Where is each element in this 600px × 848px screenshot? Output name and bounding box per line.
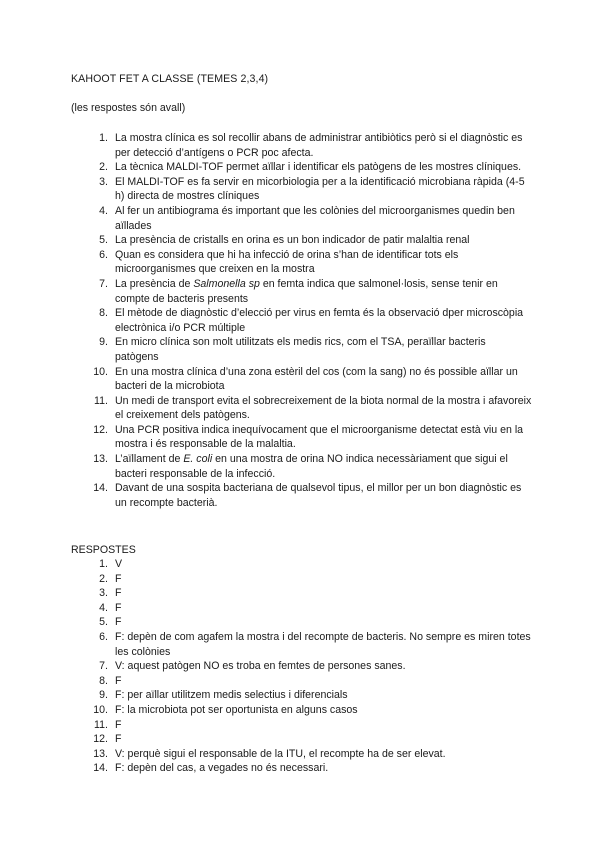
question-text-italic: Salmonella sp [193,277,260,290]
question-item [87,204,532,233]
question-text-post: en una mostra de orina NO indica necessàriament que sigui el bacteri responsable de la infecció. [115,453,508,480]
question-item [87,233,532,248]
question-number: 6. [99,248,108,261]
question-text-pre: L’aïllament de [115,453,184,466]
answer-item [87,601,532,616]
question-number: 9. [99,336,108,349]
question-text [115,452,532,481]
answer-text: F: depèn del cas, a vegades no és necessari. [115,762,329,775]
answer-number: 8. [99,674,108,687]
question-item [87,248,532,277]
answer-item [87,659,532,674]
answers-list [87,557,532,776]
answer-item [87,572,532,587]
answer-text: F [115,587,122,600]
question-item [87,481,532,510]
document-subtitle: (les respostes són avall) [71,102,186,114]
question-item [87,452,532,481]
question-number: 1. [99,132,108,144]
question-item [87,175,532,204]
question-number: 3. [99,175,108,188]
answer-item [87,747,532,762]
answers-heading: RESPOSTES [71,544,136,556]
question-item [87,365,532,394]
question-text-post: en femta indica que salmonel·losis, sense tenir en compte de bacteris presents [115,277,498,305]
question-text: En una mostra clínica d’una zona estèril del cos (com la sang) no és possible aïllar un bacteri de la microbiota [115,365,518,393]
document-title: KAHOOT FET A CLASSE (TEMES 2,3,4) [71,73,269,85]
answer-text: V [115,558,123,570]
question-item [87,277,532,306]
question-text: Al fer un antibiograma és important que les colònies del microorganismes quedin ben aïllades [115,204,515,232]
answer-text: F: depèn de com agafem la mostra i del recompte de bacteris. No sempre es miren totes les colònies [115,630,531,658]
answer-number: 7. [99,660,108,673]
answer-item [87,586,532,601]
question-number: 10. [93,365,108,378]
answer-item [87,557,532,572]
answer-number: 12. [93,733,108,746]
question-item [87,394,532,423]
answer-text: F [115,616,122,629]
answer-number: 6. [99,630,108,643]
answer-number: 13. [93,747,108,760]
answer-item [87,615,532,630]
question-text-pre: La presència de [115,277,194,290]
question-text: Una PCR positiva indica inequívocament que el microorganisme detectat està viu en la mostra i és responsable de la malaltia. [115,423,524,451]
question-text: La tècnica MALDI-TOF permet aïllar i identificar els patògens de les mostres clíniques. [115,161,522,174]
question-text: La mostra clínica es sol recollir abans de administrar antibiòtics però si el diagnòstic es per detecció d’antígens o PCR poc afecta. [115,132,523,159]
question-number: 7. [99,277,108,290]
question-text: Quan es considera que hi ha infecció de orina s’han de identificar tots els microorganismes que creixen en la mostra [115,248,459,276]
answer-item [87,718,532,733]
answer-number: 5. [99,616,108,629]
answer-number: 9. [99,689,108,702]
answer-number: 4. [99,601,108,614]
question-text-italic: E. coli [183,453,213,466]
question-text: Un medi de transport evita el sobrecreixement de la biota normal de la mostra i afavoreix el creixement dels patògens. [115,394,532,422]
answer-number: 3. [99,587,108,600]
question-number: 2. [99,161,108,174]
answer-item [87,732,532,747]
answer-item [87,761,532,776]
answer-text: F [115,733,122,746]
answer-number: 11. [94,718,108,731]
question-item [87,160,532,175]
question-text: El MALDI-TOF es fa servir en micorbiologia per a la identificació microbiana ràpida (4-5 h) directa de mostres clíniques [115,175,525,203]
question-number: 14. [93,482,108,495]
question-text: En micro clínica son molt utilitzats els medis rics, com el TSA, peraïllar bacteris patògens [115,336,486,363]
question-number: 8. [99,307,108,320]
question-text [115,277,532,306]
answer-text: F: per aïllar utilitzem medis selectius i diferencials [115,689,348,702]
answer-text: F: la microbiota pot ser oportunista en alguns casos [115,703,358,716]
answer-number: 1. [99,558,108,570]
answer-text: F [115,718,122,731]
answer-item [87,674,532,689]
question-number: 4. [99,204,108,217]
answer-item [87,703,532,718]
question-item [87,131,532,160]
question-number: 11. [94,394,108,407]
answer-text: F [115,572,122,585]
question-number: 5. [99,234,108,247]
question-number: 13. [93,453,108,466]
answer-number: 14. [93,762,108,775]
answer-item [87,688,532,703]
question-item [87,335,532,364]
answer-text: F [115,601,122,614]
answer-text: V: perquè sigui el responsable de la ITU, el recompte ha de ser elevat. [115,747,446,760]
question-text: Davant de una sospita bacteriana de qualsevol tipus, el millor per un bon diagnòstic es un recompte bacterià. [115,482,522,509]
question-text: La presència de cristalls en orina es un bon indicador de patir malaltia renal [115,234,470,247]
questions-list [87,131,532,510]
answer-item [87,630,532,659]
answer-number: 10. [93,703,108,716]
answer-text: F [115,674,122,687]
question-item [87,306,532,335]
answer-number: 2. [99,572,108,585]
answer-text: V: aquest patògen NO es troba en femtes de persones sanes. [115,660,406,673]
question-item [87,423,532,452]
question-text: El mètode de diagnòstic d’elecció per virus en femta és la observació dper microscòpia electrònica i/o PCR múltiple [115,307,524,334]
question-number: 12. [93,423,108,436]
